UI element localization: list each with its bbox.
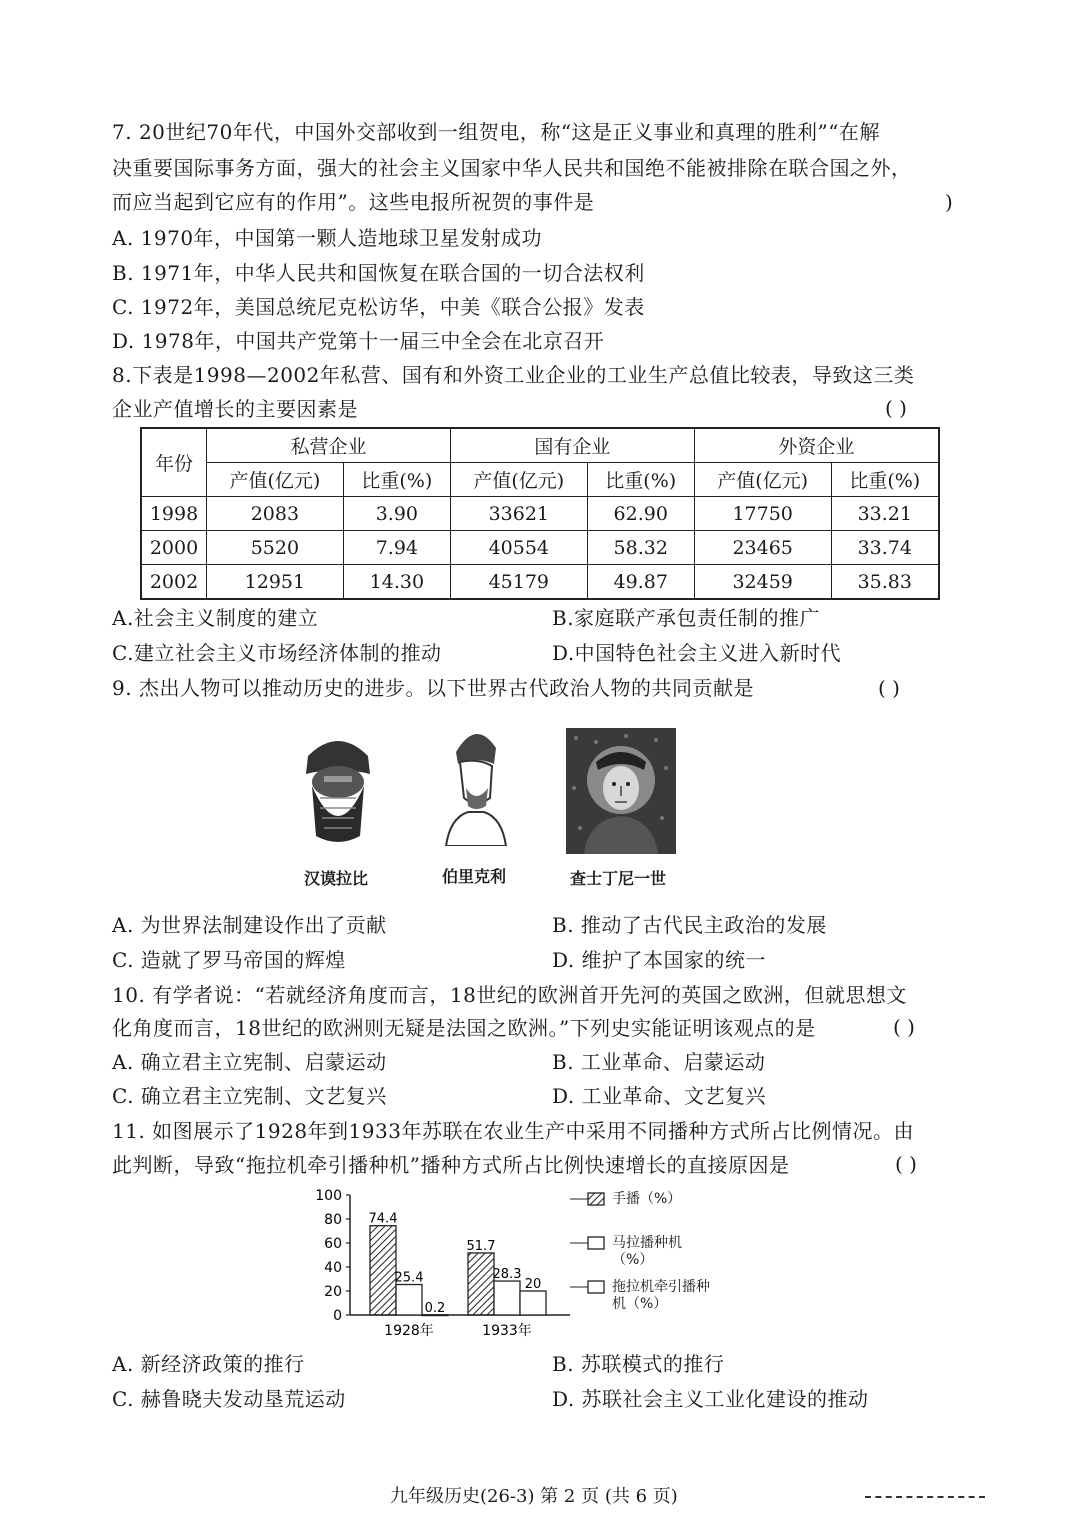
justinian-mosaic (566, 728, 676, 854)
table-cell: 33.74 (831, 531, 939, 565)
q11-answer-paren: ( ) (895, 1152, 917, 1176)
q10-answer-paren: ( ) (893, 1015, 915, 1039)
table-cell: 3.90 (343, 497, 450, 531)
table-cell: 45179 (450, 565, 587, 600)
y-tick-label: 20 (324, 1284, 342, 1300)
table-subheader: 产值(亿元) (207, 463, 344, 497)
table-cell: 12951 (207, 565, 344, 600)
q7-stem-line3: 而应当起到它应有的作用”。这些电报所祝贺的事件是 (112, 190, 595, 214)
q8-stem-line2: 企业产值增长的主要因素是 (112, 397, 358, 421)
table-cell: 32459 (694, 565, 831, 600)
q9-answer-paren: ( ) (878, 676, 900, 700)
y-tick-label: 100 (315, 1188, 342, 1204)
bar-value-label: 20 (524, 1277, 542, 1292)
q9-portraits (290, 722, 710, 892)
table-cell: 49.87 (587, 565, 694, 600)
q11-option-a: A. 新经济政策的推行 (112, 1352, 305, 1376)
footer-dashed-line (865, 1496, 985, 1498)
q11-option-d: D. 苏联社会主义工业化建设的推动 (552, 1387, 869, 1411)
q7-option-d: D. 1978年，中国共产党第十一届三中全会在北京召开 (112, 329, 605, 353)
table-cell: 58.32 (587, 531, 694, 565)
q8-option-a: A.社会主义制度的建立 (112, 606, 319, 630)
y-tick-label: 60 (324, 1236, 342, 1252)
table-subheader: 产值(亿元) (694, 463, 831, 497)
legend-swatch (588, 1281, 604, 1293)
table-cell: 23465 (694, 531, 831, 565)
table-cell: 7.94 (343, 531, 450, 565)
table-row (141, 497, 939, 531)
q10-option-b: B. 工业革命、启蒙运动 (552, 1050, 766, 1074)
table-cell: 2000 (141, 531, 207, 565)
y-tick-label: 40 (324, 1260, 342, 1276)
table-cell: 14.30 (343, 565, 450, 600)
q8-answer-paren: ( ) (885, 396, 907, 420)
q9-option-a: A. 为世界法制建设作出了贡献 (112, 913, 387, 937)
q11-bar-chart (300, 1183, 720, 1343)
table-cell: 33621 (450, 497, 587, 531)
y-tick-label: 80 (324, 1212, 342, 1228)
legend-label-tractor: 拖拉机牵引播种机（%） (612, 1279, 710, 1312)
q10-option-d: D. 工业革命、文艺复兴 (552, 1084, 767, 1108)
q10-option-a: A. 确立君主立宪制、启蒙运动 (112, 1050, 387, 1074)
legend-label-horse: 马拉播种机（%） (612, 1235, 682, 1268)
bar (468, 1253, 494, 1315)
bar-value-label: 51.7 (466, 1238, 496, 1254)
table-row (141, 531, 939, 565)
table-cell: 5520 (207, 531, 344, 565)
bar (494, 1281, 520, 1315)
q8-data-table (140, 427, 940, 600)
table-year-header: 年份 (141, 428, 207, 497)
q7-option-a: A. 1970年，中国第一颗人造地球卫星发射成功 (112, 226, 543, 250)
bar-value-label: 25.4 (394, 1270, 424, 1286)
legend-swatch (588, 1237, 604, 1249)
y-tick-label: 0 (333, 1308, 342, 1324)
caption-justinian: 查士丁尼一世 (570, 869, 667, 888)
q7-option-c: C. 1972年，美国总统尼克松访华，中美《联合公报》发表 (112, 295, 645, 319)
q10-stem-line2: 化角度而言，18世纪的欧洲则无疑是法国之欧洲。”下列史实能证明该观点的是 (112, 1016, 816, 1040)
q11-option-c: C. 赫鲁晓夫发动垦荒运动 (112, 1387, 346, 1411)
table-cell: 33.21 (831, 497, 939, 531)
bar (520, 1291, 546, 1315)
table-group-foreign: 外资企业 (694, 428, 939, 463)
q8-option-d: D.中国特色社会主义进入新时代 (552, 641, 842, 665)
table-subheader: 比重(%) (831, 463, 939, 497)
page-footer: 九年级历史(26-3) 第 2 页 (共 6 页) (390, 1486, 678, 1507)
q8-option-c: C.建立社会主义市场经济体制的推动 (112, 641, 442, 665)
legend-label-hand: 手播（%） (612, 1191, 682, 1207)
bar (370, 1226, 396, 1315)
q9-option-b: B. 推动了古代民主政治的发展 (552, 913, 827, 937)
q9-option-c: C. 造就了罗马帝国的辉煌 (112, 948, 346, 972)
table-group-private: 私营企业 (207, 428, 451, 463)
caption-pericles: 伯里克利 (442, 867, 507, 886)
q7-stem-line1: 7. 20世纪70年代，中国外交部收到一组贺电，称“这是正义事业和真理的胜利”“在解 (112, 120, 881, 144)
legend-swatch (588, 1193, 604, 1205)
pericles-bust (438, 722, 514, 846)
q7-option-b: B. 1971年，中华人民共和国恢复在联合国的一切合法权利 (112, 261, 645, 285)
q9-option-d: D. 维护了本国家的统一 (552, 948, 767, 972)
x-category-label: 1933年 (482, 1323, 532, 1339)
bar-value-label: 0.2 (424, 1300, 446, 1316)
table-subheader: 比重(%) (343, 463, 450, 497)
q8-option-b: B.家庭联产承包责任制的推广 (552, 606, 821, 630)
bar (396, 1285, 422, 1315)
q11-stem-line2: 此判断，导致“拖拉机牵引播种机”播种方式所占比例快速增长的直接原因是 (112, 1153, 790, 1177)
q11-stem-line1: 11. 如图展示了1928年到1933年苏联在农业生产中采用不同播种方式所占比例情况。由 (112, 1119, 914, 1143)
q7-answer-paren: ) (945, 190, 953, 214)
table-cell: 62.90 (587, 497, 694, 531)
table-subheader: 比重(%) (587, 463, 694, 497)
q10-option-c: C. 确立君主立宪制、文艺复兴 (112, 1084, 387, 1108)
q8-stem-line1: 8.下表是1998—2002年私营、国有和外资工业企业的工业生产总值比较表，导致这三类 (112, 363, 915, 387)
caption-hammurabi: 汉谟拉比 (304, 869, 369, 888)
table-cell: 2083 (207, 497, 344, 531)
table-cell: 1998 (141, 497, 207, 531)
q7-stem-line2: 决重要国际事务方面，强大的社会主义国家中华人民共和国绝不能被排除在联合国之外， (112, 156, 912, 180)
q9-stem-line1: 9. 杰出人物可以推动历史的进步。以下世界古代政治人物的共同贡献是 (112, 676, 754, 700)
table-subheader: 产值(亿元) (450, 463, 587, 497)
hammurabi-portrait (300, 726, 376, 846)
bar-value-label: 74.4 (368, 1211, 398, 1227)
table-cell: 17750 (694, 497, 831, 531)
bar-value-label: 28.3 (492, 1267, 522, 1283)
q10-stem-line1: 10. 有学者说：“若就经济角度而言，18世纪的欧洲首开先河的英国之欧洲，但就思想文 (112, 983, 907, 1007)
table-cell: 35.83 (831, 565, 939, 600)
table-group-state: 国有企业 (450, 428, 694, 463)
table-cell: 2002 (141, 565, 207, 600)
x-category-label: 1928年 (384, 1323, 434, 1339)
q11-option-b: B. 苏联模式的推行 (552, 1352, 725, 1376)
table-row (141, 565, 939, 600)
table-cell: 40554 (450, 531, 587, 565)
